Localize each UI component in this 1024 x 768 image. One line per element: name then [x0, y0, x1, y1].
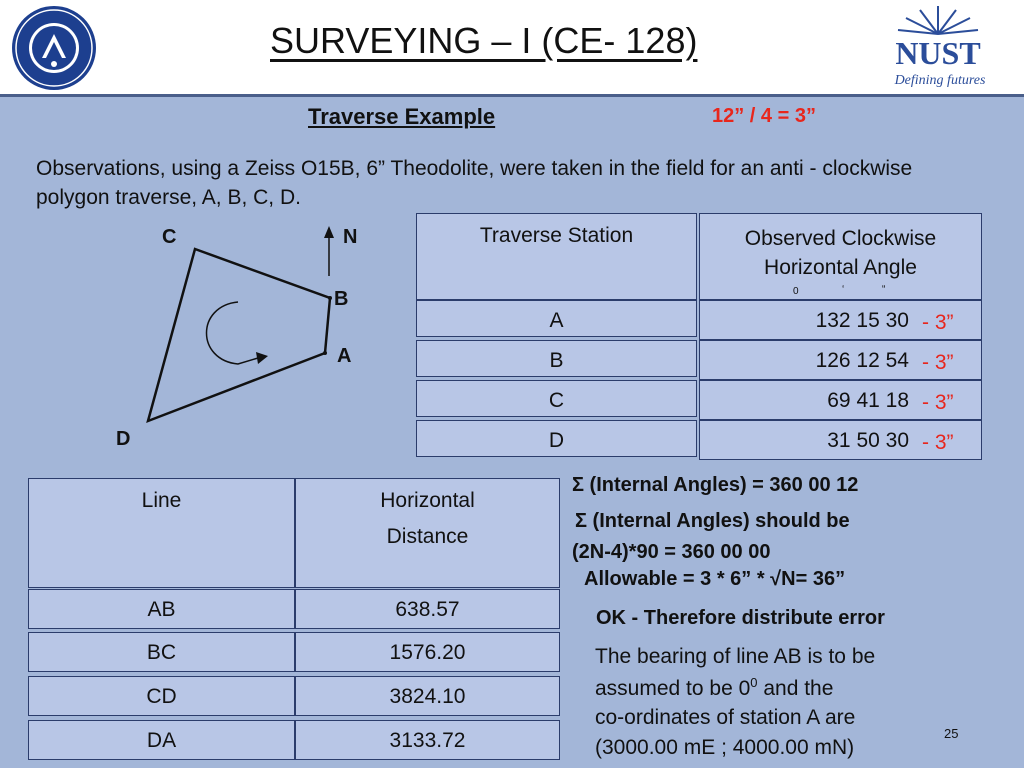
north-label: N	[343, 226, 358, 248]
bearing-line2-end: and the	[757, 677, 834, 700]
observation-paragraph: Observations, using a Zeiss O15B, 6” Theodolite, were taken in the field for an anti - clockwise polygon traverse, A, B, C, D.	[36, 157, 913, 209]
station-label-b: B	[334, 288, 349, 310]
angle-cell: 132 15 30	[699, 300, 982, 340]
correction-label: - 3”	[922, 351, 954, 374]
station-label-a: A	[337, 345, 352, 367]
bearing-line2	[595, 675, 833, 701]
page-number: 25	[944, 726, 959, 741]
svg-text:NUST: NUST	[895, 35, 981, 71]
svg-text:Defining futures: Defining futures	[894, 73, 986, 88]
distance-cell: 638.57	[295, 589, 560, 629]
station-cell: A	[416, 300, 697, 337]
distance-table-header-line: Line	[28, 478, 295, 588]
station-cell: C	[416, 380, 697, 417]
angle-cell: 69 41 18	[699, 380, 982, 420]
should-be-line2: (2N-4)*90 = 360 00 00	[572, 541, 771, 563]
error-per-station-note: 12” / 4 = 3”	[712, 105, 816, 127]
anticlockwise-arrowhead	[256, 352, 268, 364]
bearing-line4: (3000.00 mE ; 4000.00 mN)	[595, 736, 855, 759]
line-cell: BC	[28, 632, 295, 672]
ok-distribute-error: OK - Therefore distribute error	[596, 607, 885, 629]
correction-label: - 3”	[922, 431, 954, 454]
angle-cell: 126 12 54	[699, 340, 982, 380]
angle-table-header-angle	[699, 213, 982, 300]
traverse-polygon	[148, 249, 330, 421]
angle-header-label: Observed Clockwise Horizontal Angle	[744, 227, 937, 279]
unit-sec: “	[882, 284, 886, 295]
should-be-line1: Σ (Internal Angles) should be	[575, 510, 850, 532]
distance-cell: 3824.10	[295, 676, 560, 716]
station-label-c: C	[162, 226, 177, 248]
station-label-d: D	[116, 428, 131, 450]
section-heading: Traverse Example	[308, 104, 496, 129]
bearing-line2-text: assumed to be 0	[595, 677, 751, 700]
nust-logo	[858, 2, 1018, 92]
allowable-error: Allowable = 3 * 6” * √N= 36”	[584, 568, 846, 590]
station-cell: D	[416, 420, 697, 457]
distance-table-header-distance	[295, 478, 560, 588]
anticlockwise-arrow	[207, 302, 259, 364]
line-cell: AB	[28, 589, 295, 629]
line-cell: DA	[28, 720, 295, 760]
sum-internal-angles: Σ (Internal Angles) = 360 00 12	[572, 474, 859, 496]
north-arrowhead	[324, 226, 334, 238]
distance-header-line1: Horizontal	[380, 489, 475, 512]
angle-cell: 31 50 30	[699, 420, 982, 460]
slide-title: SURVEYING – I (CE- 128)	[270, 20, 698, 61]
correction-label: - 3”	[922, 391, 954, 414]
unit-min: ‘	[842, 284, 845, 295]
angle-table-header-station: Traverse Station	[416, 213, 697, 300]
line-cell: CD	[28, 676, 295, 716]
unit-deg: 0	[793, 286, 799, 297]
bearing-line3: co-ordinates of station A are	[595, 706, 856, 729]
distance-cell: 3133.72	[295, 720, 560, 760]
distance-header-line2: Distance	[386, 525, 469, 548]
station-cell: B	[416, 340, 697, 377]
bearing-line1: The bearing of line AB is to be	[595, 645, 876, 668]
bearing-superscript: 0	[750, 675, 758, 690]
correction-label: - 3”	[922, 311, 954, 334]
distance-cell: 1576.20	[295, 632, 560, 672]
